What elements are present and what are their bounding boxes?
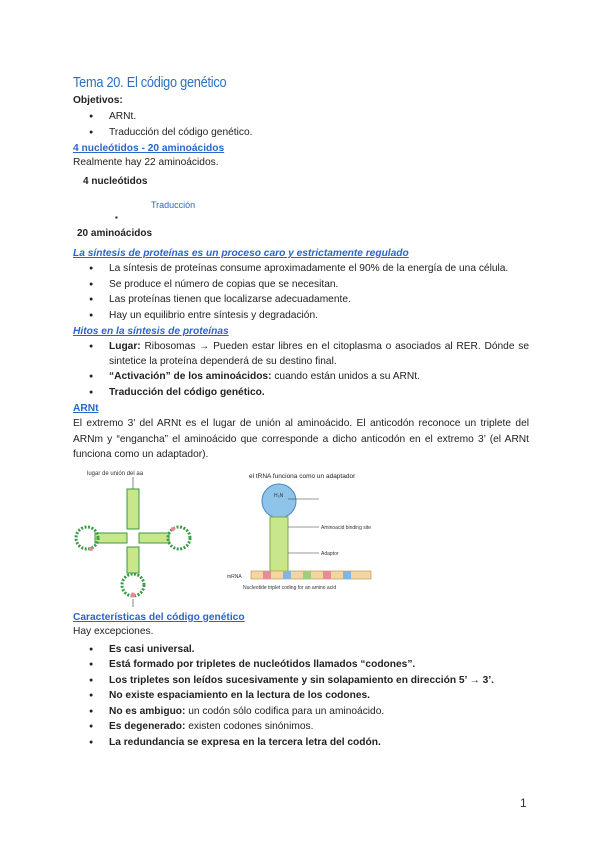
item-bold: “Activación” de los aminoácidos:	[109, 371, 272, 382]
characteristics-list	[73, 642, 529, 751]
list-item	[73, 369, 529, 385]
item-bold: Traducción del código genético.	[109, 386, 265, 398]
item-bold: No es ambiguo:	[109, 705, 186, 717]
section-heading-nucleotides[interactable]: 4 nucleótidos - 20 aminoácidos	[73, 143, 225, 154]
item-bold: Es casi universal.	[109, 643, 195, 655]
section-heading-synthesis[interactable]: La síntesis de proteínas es un proceso caro y estrictamente regulado	[73, 248, 409, 259]
list-item: ● Traducción del código genético.	[73, 125, 529, 141]
fig2-title: el tRNA funciona como un adaptador	[249, 472, 356, 480]
section-heading-arnt[interactable]: ARNt	[73, 403, 99, 414]
item-text: cuando están unidos a su ARNt.	[271, 371, 420, 382]
item-text: un codón sólo codifica para un aminoácido.	[185, 705, 385, 717]
diagram-bottom-label: 20 aminoácidos	[77, 228, 153, 239]
trna-adaptor-figure	[223, 467, 493, 609]
list-item	[73, 339, 529, 369]
synthesis-list	[73, 261, 529, 323]
item-bold: Lugar:	[109, 341, 141, 352]
fig2-label-mrna: mRNA	[227, 573, 242, 580]
list-item	[73, 688, 529, 704]
objectives-heading: Objetivos:	[73, 95, 123, 106]
arrow-icon: ▪	[115, 213, 118, 222]
list-item	[73, 719, 529, 735]
list-item	[73, 642, 529, 658]
translation-diagram	[73, 174, 529, 244]
item-bold: La redundancia se expresa en la tercera letra del codón.	[109, 736, 381, 748]
trna-cloverleaf-figure	[73, 467, 213, 609]
milestones-list	[73, 339, 529, 400]
fig2-label-triplet: Nucleotide triplet coding for an amino acid	[243, 584, 337, 591]
fig1-label: lugar de unión del aa	[87, 470, 144, 477]
section-heading-characteristics[interactable]: Características del código genético	[73, 611, 245, 623]
arnt-text: El extremo 3’ del ARNt es el lugar de unión al aminoácido. El anticodón reconoce un triplete del ARNm y “engancha” el aminoácido que corresponde a dicho anticodón en el extremo 3’ (el ARNt funciona como un adaptador).	[73, 418, 529, 460]
document-page	[73, 74, 529, 752]
page-title: Tema 20. El código genético	[73, 74, 227, 91]
list-item	[73, 385, 529, 401]
list-item: ● Se produce el número de copias que se necesitan.	[73, 277, 529, 293]
svg-text:H₃N: H₃N	[274, 492, 284, 499]
item-bold: Es degenerado:	[109, 721, 186, 732]
page-number: 1	[520, 796, 527, 810]
item-bold: No existe espaciamiento en la lectura de los codones.	[109, 690, 371, 701]
item-bold: Está formado por tripletes de nucleótidos llamados “codones”.	[109, 659, 416, 670]
list-item	[73, 704, 529, 720]
item-text: Ribosomas → Pueden estar libres en el citoplasma o asociados al RER. Dónde se sintetice la proteína dependerá de su destino final.	[109, 341, 529, 367]
diagram-arrow-label: Traducción	[151, 200, 196, 210]
list-item	[73, 657, 529, 673]
fig2-label-binding: Aminoacid binding site	[321, 524, 372, 531]
list-item	[73, 673, 529, 689]
trna-figures	[73, 467, 529, 609]
objectives-list	[73, 109, 529, 140]
item-text: existen codones sinónimos.	[185, 721, 314, 732]
list-item: ● Hay un equilibrio entre síntesis y degradación.	[73, 308, 529, 324]
diagram-top-label: 4 nucleótidos	[83, 176, 148, 187]
nucleotides-text: Realmente hay 22 aminoácidos.	[73, 157, 219, 168]
list-item: ● La síntesis de proteínas consume aproximadamente el 90% de la energía de una célula.	[73, 261, 529, 277]
characteristics-intro: Hay excepciones.	[73, 625, 154, 637]
list-item: ● Las proteínas tienen que localizarse adecuadamente.	[73, 292, 529, 308]
list-item	[73, 735, 529, 751]
fig2-label-adaptor: Adaptor	[321, 550, 339, 557]
list-item: ● ARNt.	[73, 109, 529, 125]
section-heading-milestones[interactable]: Hitos en la síntesis de proteínas	[73, 326, 229, 337]
item-bold: Los tripletes son leídos sucesivamente y sin solapamiento en dirección 5’ → 3’.	[109, 674, 494, 686]
